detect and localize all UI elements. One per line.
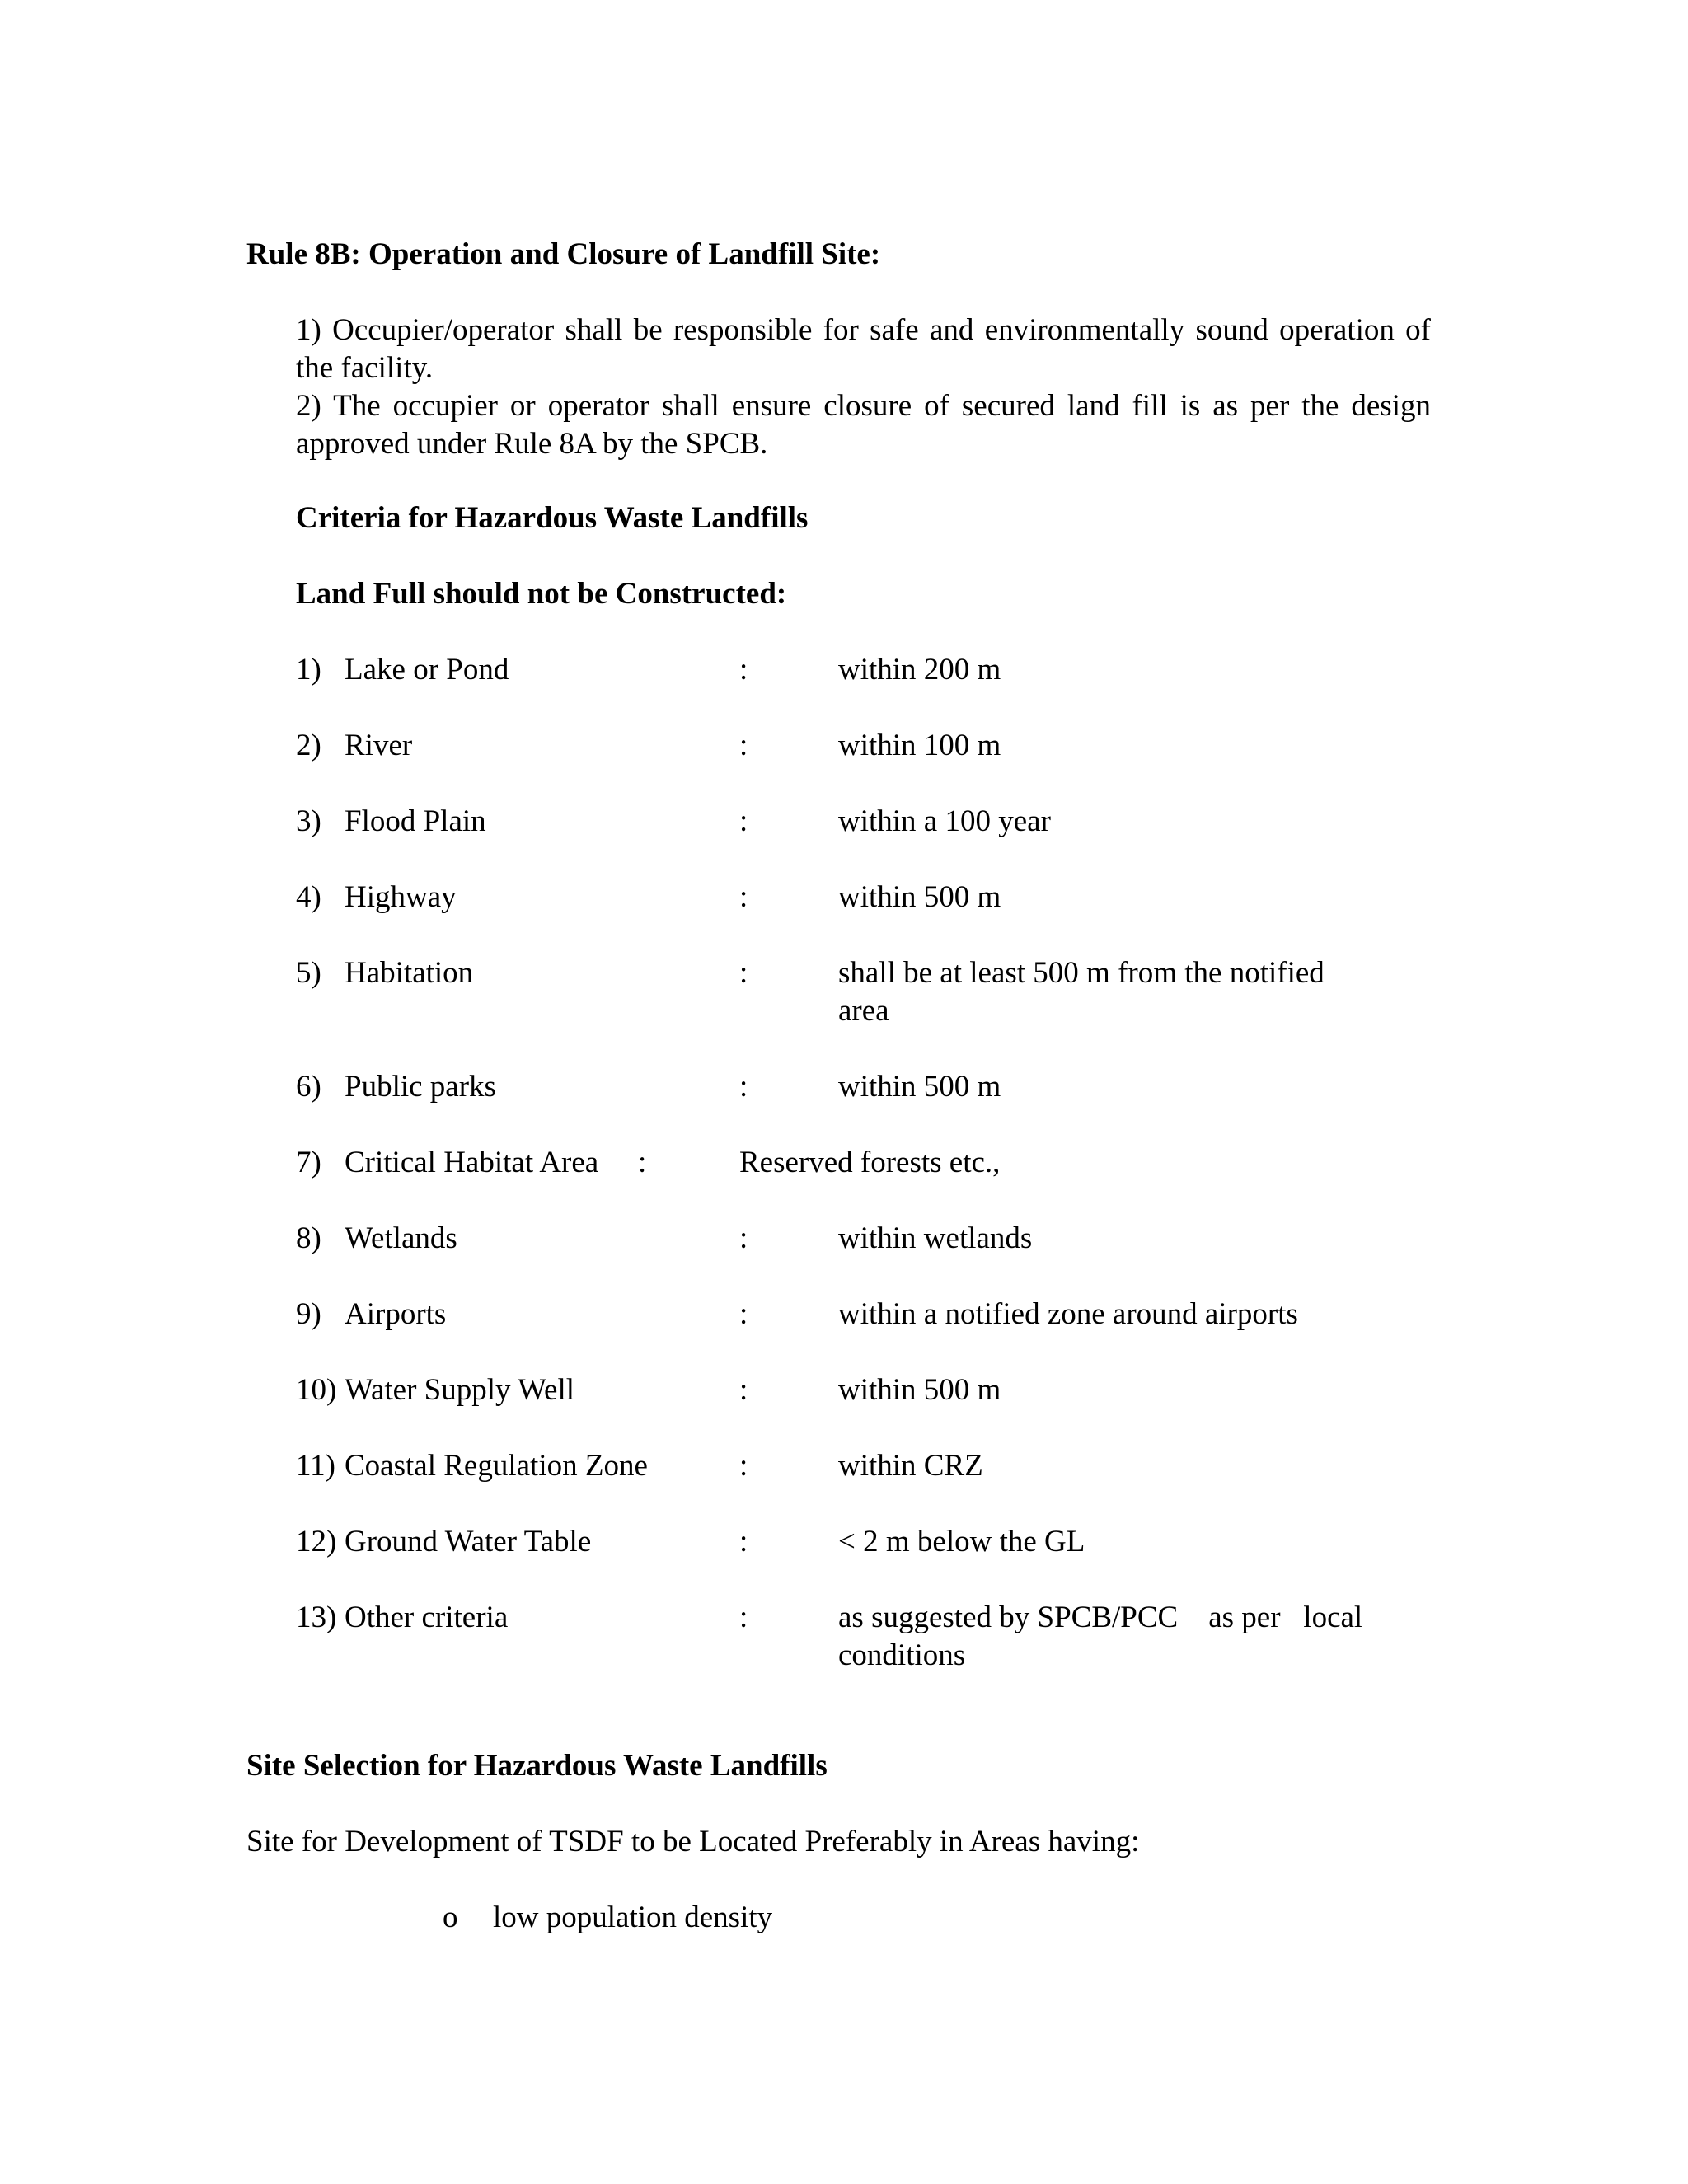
paragraph-1: 1) Occupier/operator shall be responsible for safe and environmentally sound operation of the facility. xyxy=(296,313,1431,385)
criteria-number: 12) xyxy=(296,1525,337,1558)
criteria-value: as suggested by SPCB/PCC as per local conditions xyxy=(838,1601,1371,1672)
criteria-value: shall be at least 500 m from the notified area xyxy=(838,956,1325,1028)
criteria-number: 7) xyxy=(296,1146,321,1179)
criteria-label: Highway xyxy=(345,880,457,914)
criteria-colon: : xyxy=(739,880,748,914)
criteria-label: Coastal Regulation Zone xyxy=(345,1449,648,1483)
criteria-label: Public parks xyxy=(345,1070,496,1104)
bullet-marker: o xyxy=(443,1900,458,1934)
criteria-number: 9) xyxy=(296,1297,321,1331)
criteria-number: 13) xyxy=(296,1601,337,1634)
criteria-colon: : xyxy=(739,1525,748,1558)
criteria-value: within wetlands xyxy=(838,1221,1033,1255)
criteria-number: 3) xyxy=(296,804,321,838)
criteria-label: Wetlands xyxy=(345,1221,457,1255)
criteria-colon: : xyxy=(638,1146,647,1179)
paragraph-2: 2) The occupier or operator shall ensure closure of secured land fill is as per the design approved under Rule 8A by the SPCB. xyxy=(296,389,1431,461)
site-intro: Site for Development of TSDF to be Located Preferably in Areas having: xyxy=(246,1825,1140,1858)
rule-title: Rule 8B: Operation and Closure of Landfill Site: xyxy=(246,237,881,271)
criteria-label: Critical Habitat Area xyxy=(345,1146,599,1179)
criteria-colon: : xyxy=(739,1070,748,1104)
criteria-number: 8) xyxy=(296,1221,321,1255)
criteria-colon: : xyxy=(739,1373,748,1407)
criteria-label: Other criteria xyxy=(345,1601,509,1634)
criteria-value: within 500 m xyxy=(838,1373,1001,1407)
criteria-label: Flood Plain xyxy=(345,804,486,838)
criteria-colon: : xyxy=(739,653,748,687)
criteria-value: < 2 m below the GL xyxy=(838,1525,1085,1558)
criteria-heading: Criteria for Hazardous Waste Landfills xyxy=(296,501,809,535)
criteria-colon: : xyxy=(739,1297,748,1331)
bullet-item: low population density xyxy=(493,1900,773,1934)
criteria-number: 4) xyxy=(296,880,321,914)
land-heading: Land Full should not be Constructed: xyxy=(296,577,787,611)
criteria-value: within 200 m xyxy=(838,653,1001,687)
criteria-colon: : xyxy=(739,1449,748,1483)
criteria-number: 5) xyxy=(296,956,321,990)
criteria-number: 11) xyxy=(296,1449,335,1483)
criteria-label: Airports xyxy=(345,1297,447,1331)
criteria-number: 10) xyxy=(296,1373,337,1407)
criteria-number: 1) xyxy=(296,653,321,687)
criteria-colon: : xyxy=(739,729,748,762)
criteria-label: Lake or Pond xyxy=(345,653,509,687)
criteria-label: Water Supply Well xyxy=(345,1373,575,1407)
criteria-value: within CRZ xyxy=(838,1449,983,1483)
criteria-label: River xyxy=(345,729,413,762)
criteria-number: 2) xyxy=(296,729,321,762)
criteria-label: Ground Water Table xyxy=(345,1525,592,1558)
criteria-number: 6) xyxy=(296,1070,321,1104)
criteria-colon: : xyxy=(739,804,748,838)
criteria-colon: : xyxy=(739,1221,748,1255)
criteria-label: Habitation xyxy=(345,956,474,990)
criteria-value: within a notified zone around airports xyxy=(838,1297,1298,1331)
criteria-value: within 100 m xyxy=(838,729,1001,762)
criteria-colon: : xyxy=(739,1601,748,1634)
criteria-value: within 500 m xyxy=(838,880,1001,914)
site-selection-heading: Site Selection for Hazardous Waste Landfills xyxy=(246,1749,828,1783)
criteria-colon: : xyxy=(739,956,748,990)
criteria-value: within a 100 year xyxy=(838,804,1051,838)
criteria-value: within 500 m xyxy=(838,1070,1001,1104)
criteria-value: Reserved forests etc., xyxy=(739,1146,1001,1179)
